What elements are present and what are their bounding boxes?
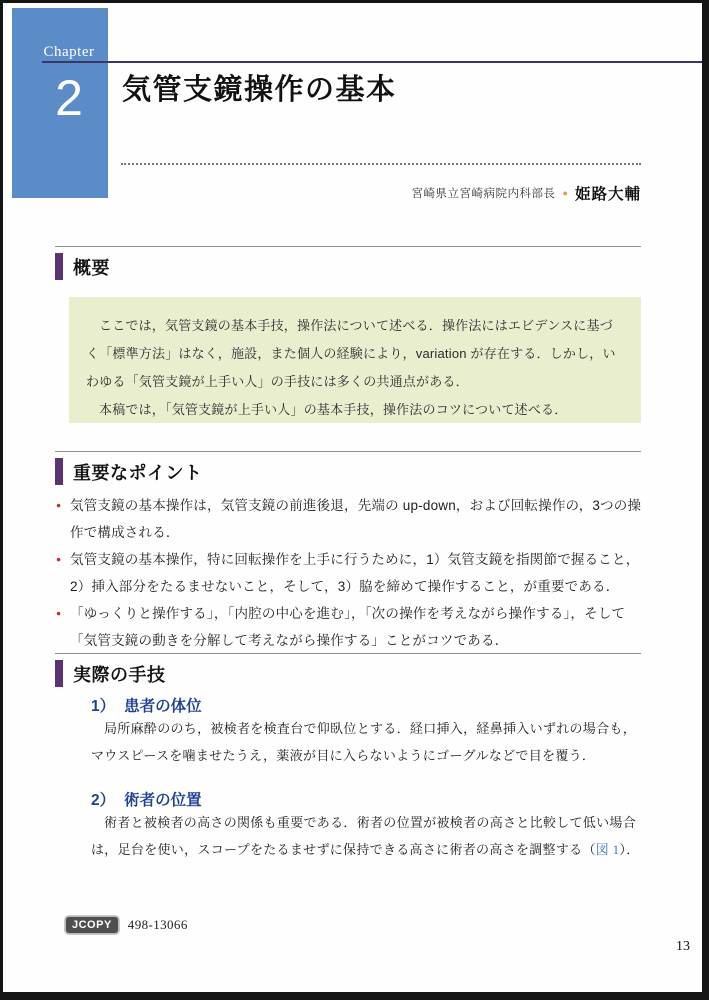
bullet-icon: ● xyxy=(56,500,62,510)
subsection-number: 2） xyxy=(91,792,116,809)
chapter-label: Chapter xyxy=(43,44,95,60)
overview-paragraph: ここでは，気管支鏡の基本手技，操作法について述べる．操作法にはエビデンスに基づく「標準方法」はなく，施設，また個人の経験により，variation が存在する．しかし，いわゆる「気管支鏡が上手い人」の手技には多くの共通点がある． xyxy=(86,318,616,389)
subsection-heading-operator-position xyxy=(91,788,202,810)
section-heading-keypoints xyxy=(55,451,641,485)
page-number: 13 xyxy=(676,939,690,954)
section-heading-text: 概要 xyxy=(73,257,110,278)
chapter-box xyxy=(12,8,108,198)
overview-paragraph: 本稿では，「気管支鏡が上手い人」の基本手技，操作法のコツについて述べる． xyxy=(99,402,568,417)
footer xyxy=(66,917,188,933)
subsection-body-text: ）． xyxy=(619,842,640,857)
author-dot-icon: ● xyxy=(562,187,568,198)
subsection-body: 局所麻酔ののち，被検者を検査台で仰臥位とする．経口挿入，経鼻挿入いずれの場合も，マウスピースを噛ませたうえ，薬液が目に入らないようにゴーグルなどで目を覆う． xyxy=(91,721,637,763)
section-heading-text: 重要なポイント xyxy=(73,462,203,483)
section-heading-procedure xyxy=(55,653,641,687)
author-name: 姫路大輔 xyxy=(574,186,641,203)
heading-bar-icon xyxy=(55,458,63,485)
subsection-body xyxy=(91,809,644,863)
author-affiliation: 宮崎県立宮崎病院内科部長 xyxy=(411,188,556,200)
subsection-title: 術者の位置 xyxy=(124,792,202,809)
key-point-text: 「ゆっくりと操作する」，「内腔の中心を進む」，「次の操作を考えながら操作する」，そして「気管支鏡の動きを分解して考えながら操作する」ことがコツである． xyxy=(70,606,626,648)
section-heading-text: 実際の手技 xyxy=(73,664,166,685)
page-title: 気管支鏡操作の基本 xyxy=(122,74,397,106)
jcopy-code: 498-13066 xyxy=(127,917,188,932)
chapter-number: 2 xyxy=(55,70,83,126)
key-points-list xyxy=(55,492,643,654)
overview-summary-box xyxy=(69,297,641,423)
chapter-rule-line xyxy=(42,61,702,63)
key-point-text: 気管支鏡の基本操作，特に回転操作を上手に行うために，1）気管支鏡を指関節で握ること，2）挿入部分をたるませないこと，そして，3）脇を締めて操作すること，が重要である． xyxy=(70,552,640,594)
subsection-number: 1） xyxy=(91,698,116,715)
subsection-title: 患者の体位 xyxy=(124,698,202,715)
list-item xyxy=(55,546,643,600)
list-item xyxy=(55,492,643,546)
bullet-icon: ● xyxy=(56,554,62,564)
heading-bar-icon xyxy=(55,253,63,280)
key-point-text: 気管支鏡の基本操作は，気管支鏡の前進後退，先端の up-down，および回転操作の，3つの操作で構成される． xyxy=(70,498,642,540)
heading-bar-icon xyxy=(55,660,63,687)
figure-1-reference[interactable]: 図 1 xyxy=(595,842,620,857)
subsection-heading-patient-position xyxy=(91,694,202,716)
list-item xyxy=(55,600,643,654)
bullet-icon: ● xyxy=(56,608,62,618)
section-heading-overview xyxy=(55,246,641,280)
author-line xyxy=(412,182,641,204)
subsection-body-text: 術者と被検者の高さの関係も重要である．術者の位置が被検者の高さと比較して低い場合は，足台を使い，スコープをたるませずに保持できる高さに術者の高さを調整する（ xyxy=(91,815,637,857)
dotted-divider xyxy=(121,163,641,165)
jcopy-badge: JCOPY xyxy=(66,917,118,933)
